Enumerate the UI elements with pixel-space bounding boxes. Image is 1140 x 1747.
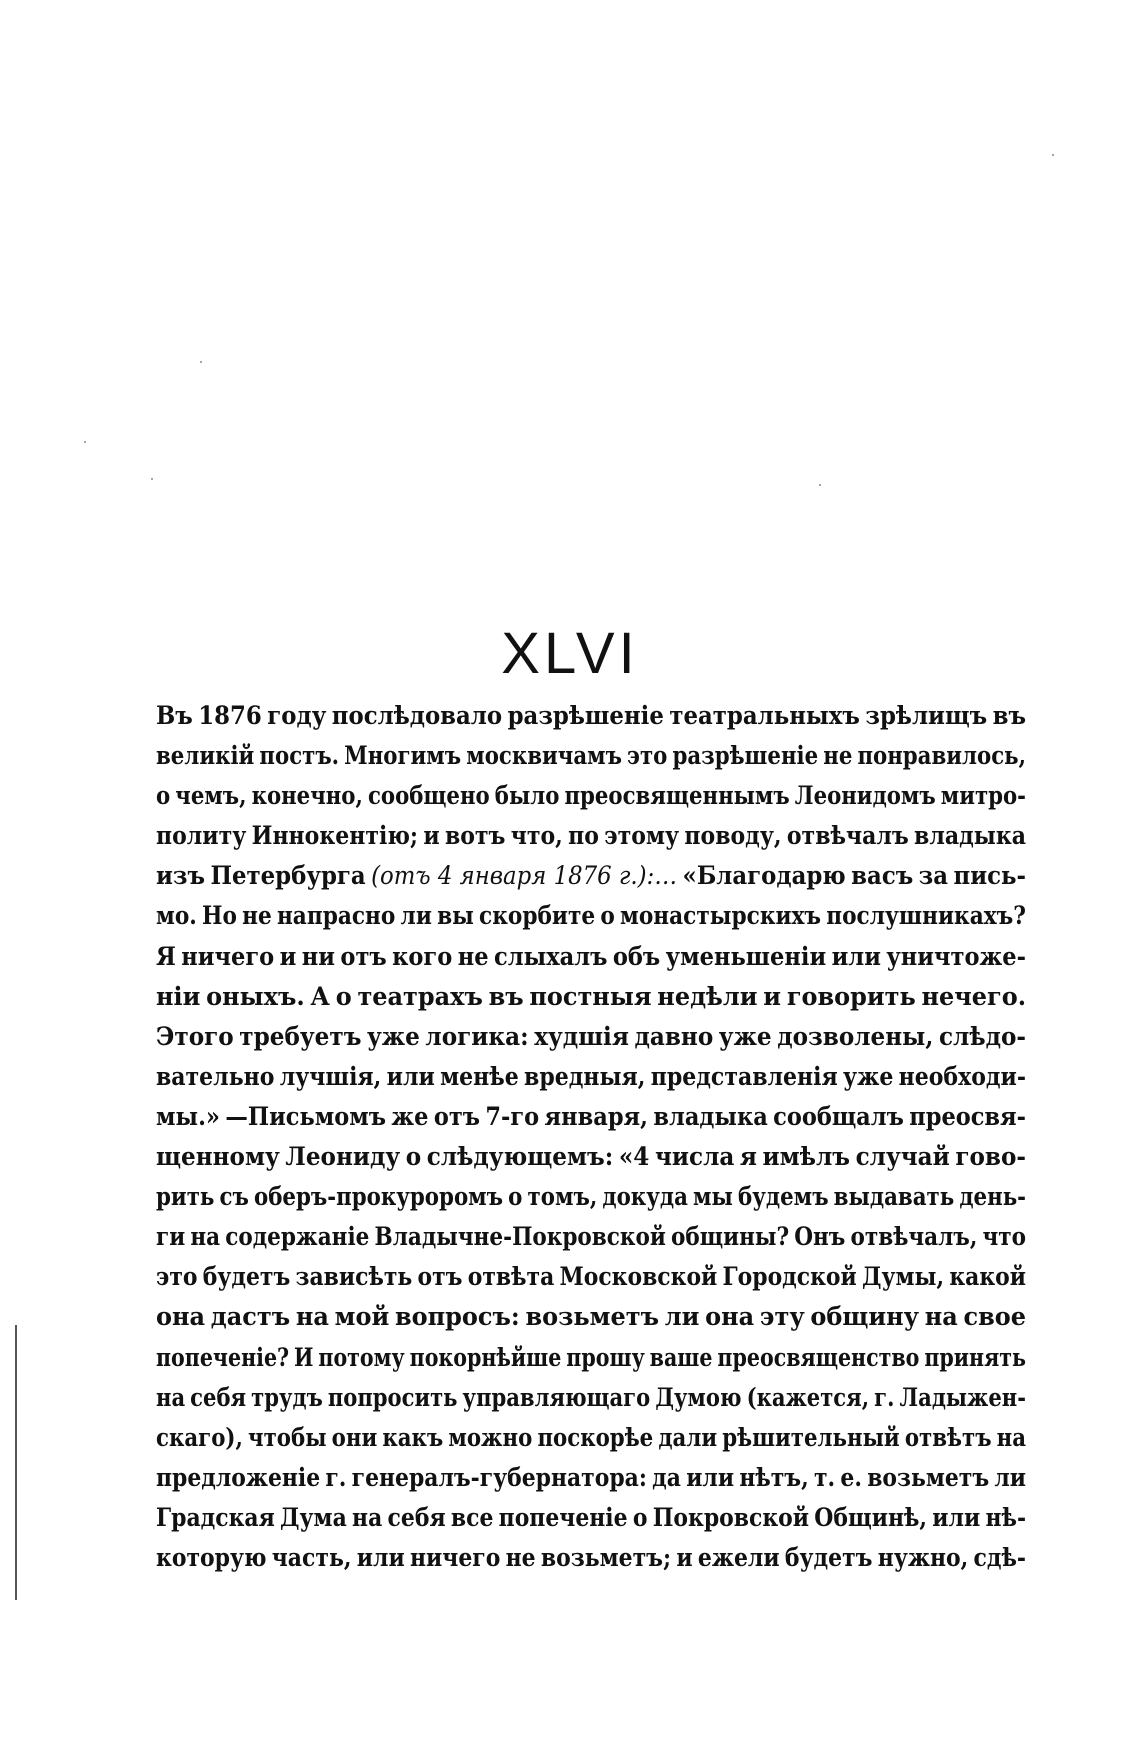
word: Леонидомъ <box>794 781 936 811</box>
word: 7-го <box>485 1101 540 1131</box>
word: или <box>932 1502 981 1532</box>
word: напрасно <box>276 901 396 931</box>
word: за <box>918 861 949 891</box>
word: съ <box>219 1182 249 1212</box>
word: эту <box>759 1302 805 1332</box>
word: какой <box>949 1262 1026 1292</box>
word: т. <box>813 1462 836 1492</box>
word: отвѣтъ <box>904 1422 992 1452</box>
word: отвѣта <box>467 1262 555 1292</box>
word: ни <box>301 941 335 971</box>
text-line <box>156 696 1026 736</box>
word: принять <box>924 1342 1027 1372</box>
text-line <box>156 1137 1026 1177</box>
word: я <box>739 1142 757 1172</box>
word: —Письмомъ <box>225 1101 387 1131</box>
word: давно <box>634 1021 714 1051</box>
word: на <box>924 1302 958 1332</box>
text-line <box>156 977 1026 1017</box>
word: театральныхъ <box>669 701 860 730</box>
word: Общинѣ, <box>814 1502 928 1532</box>
word: монастырскихъ <box>620 901 822 931</box>
word: не <box>823 741 853 771</box>
word: мы <box>693 1182 733 1212</box>
word: возьметъ; <box>540 1542 672 1572</box>
word: о <box>405 1142 422 1172</box>
word: преосвя- <box>909 1101 1027 1131</box>
text-line <box>156 1097 1026 1137</box>
margin-rule <box>15 1325 17 1600</box>
word: г. <box>325 1462 347 1492</box>
word: году <box>267 701 327 730</box>
text-line <box>156 1418 1026 1458</box>
word: Думы, <box>862 1262 945 1292</box>
word: случай <box>855 1142 950 1172</box>
word: выдавать <box>833 1182 955 1212</box>
word: нечего. <box>921 981 1027 1011</box>
word: Иннокентію; <box>251 821 419 851</box>
word: о <box>632 1502 648 1532</box>
text-line <box>156 1297 1026 1337</box>
word: 1876 <box>198 701 262 730</box>
word: Владычне-Покровской <box>374 1222 666 1252</box>
word: дали <box>658 1422 718 1452</box>
word: политу <box>156 821 247 851</box>
word: не <box>457 941 489 971</box>
word: о <box>508 1182 523 1212</box>
word: уже <box>843 1061 894 1091</box>
word: Онъ <box>794 1222 846 1252</box>
word: великій <box>156 741 255 771</box>
word: послѣдовало <box>331 701 503 730</box>
word: зависѣть <box>295 1262 413 1292</box>
word: не <box>242 901 272 931</box>
word: трудъ <box>251 1382 323 1412</box>
word: этому <box>604 821 680 851</box>
word: было <box>494 781 560 811</box>
word: на <box>996 1422 1027 1452</box>
word: владыка <box>914 821 1027 851</box>
word: говорить <box>786 981 916 1011</box>
word: скаго), <box>156 1422 243 1452</box>
word: преосвященство <box>717 1342 920 1372</box>
word: на <box>352 1502 383 1532</box>
word: А <box>310 981 330 1011</box>
word: общины? <box>671 1222 790 1252</box>
word: это <box>156 1262 198 1292</box>
word: можно <box>448 1422 533 1452</box>
print-speck <box>200 361 202 363</box>
word: Московской <box>559 1262 718 1292</box>
word: уничтоже- <box>886 941 1026 971</box>
word: москвичамъ <box>466 741 622 771</box>
word: или <box>831 941 881 971</box>
word: это <box>627 741 668 771</box>
word: разрѣшеніе <box>507 701 664 730</box>
word: «Благодарю <box>682 861 846 891</box>
word: васъ <box>851 861 914 891</box>
word: ли <box>400 901 432 931</box>
word: ничего <box>181 941 275 971</box>
word: на <box>295 1302 329 1332</box>
word: скорбите <box>479 901 596 931</box>
word: и <box>763 981 782 1011</box>
word: они <box>331 1422 378 1452</box>
word: логика: <box>425 1021 529 1051</box>
word: по <box>568 821 599 851</box>
word: день- <box>959 1182 1027 1212</box>
word: нѣтъ, <box>739 1462 809 1492</box>
word: что <box>982 1222 1027 1252</box>
word: чемъ, <box>175 781 247 811</box>
word: общину <box>810 1302 919 1332</box>
word: вредныя, <box>524 1061 646 1091</box>
word: попеченіе <box>498 1502 628 1532</box>
word: изъ <box>156 861 205 891</box>
text-line <box>156 896 1026 936</box>
word: преосвященнымъ <box>564 781 790 811</box>
word: докуда <box>602 1182 688 1212</box>
word: ли <box>664 1302 700 1332</box>
word: себя <box>387 1502 446 1532</box>
word: вотъ <box>444 821 506 851</box>
word: рѣшительный <box>722 1422 900 1452</box>
word: мы.» <box>156 1101 220 1131</box>
word: января, <box>544 1101 648 1131</box>
word: отъ <box>417 1262 463 1292</box>
word: о <box>156 781 171 811</box>
word: вопросъ: <box>395 1302 520 1332</box>
word: числа <box>654 1142 735 1172</box>
word: покорнѣйше <box>409 1342 562 1372</box>
word: о <box>335 981 352 1011</box>
text-line <box>156 1257 1026 1297</box>
word: дастъ <box>210 1302 291 1332</box>
word: ли <box>994 1462 1027 1492</box>
word: е. <box>840 1462 862 1492</box>
word: уже <box>367 1021 420 1051</box>
word: митро- <box>940 781 1026 811</box>
word: Этого <box>156 1021 234 1051</box>
word: требуетъ <box>239 1021 362 1051</box>
word: постныя <box>529 981 652 1011</box>
word: ничего <box>409 1542 501 1572</box>
word: все <box>450 1502 494 1532</box>
print-speck <box>84 441 86 443</box>
word: часть, <box>271 1542 352 1572</box>
word: да <box>652 1462 681 1492</box>
word: уже <box>718 1021 772 1051</box>
word: рить <box>156 1182 215 1212</box>
word: оберъ-прокуроромъ <box>253 1182 504 1212</box>
word: возьметъ <box>867 1462 990 1492</box>
word: отъ <box>433 1101 481 1131</box>
word: вы <box>437 901 474 931</box>
word: поводу, <box>684 821 782 851</box>
word: мой <box>334 1302 390 1332</box>
word: дозволены, <box>777 1021 934 1051</box>
word: управляющаго <box>462 1382 651 1412</box>
word: пись- <box>953 861 1026 891</box>
word: «4 <box>618 1142 650 1172</box>
word: понравилось, <box>857 741 1027 771</box>
print-speck <box>1052 154 1054 156</box>
word: лучшія, <box>279 1061 382 1091</box>
word: слыхалъ <box>493 941 608 971</box>
word: Ладыжен- <box>899 1382 1026 1412</box>
word: будемъ <box>738 1182 829 1212</box>
word: постъ. <box>259 741 340 771</box>
word: или <box>686 1462 735 1492</box>
word: свое <box>963 1302 1027 1332</box>
word: представленія <box>650 1061 838 1091</box>
word: которую <box>156 1542 267 1572</box>
word: въ <box>992 701 1027 730</box>
word: сдѣ- <box>973 1542 1027 1572</box>
print-speck <box>151 478 153 480</box>
word: возьметъ <box>525 1302 659 1332</box>
word: гово- <box>955 1142 1026 1172</box>
word: Многимъ <box>344 741 462 771</box>
word: худшія <box>534 1021 629 1051</box>
word: слѣдо- <box>938 1021 1027 1051</box>
word: послушникахъ? <box>826 901 1026 931</box>
text-line <box>156 1017 1026 1057</box>
word: недѣли <box>657 981 758 1011</box>
word: (кажется, <box>746 1382 870 1412</box>
word: И <box>294 1342 314 1372</box>
word: слѣдующемъ: <box>426 1142 614 1172</box>
word: попросить <box>327 1382 458 1412</box>
word: она <box>156 1302 206 1332</box>
word: Городской <box>722 1262 857 1292</box>
word: отъ <box>340 941 387 971</box>
word: сообщалъ <box>773 1101 904 1131</box>
word: отвѣчалъ, <box>850 1222 978 1252</box>
word: и <box>423 821 440 851</box>
word: попеченіе? <box>156 1342 290 1372</box>
text-line <box>156 1217 1026 1257</box>
word: вательно <box>156 1061 275 1091</box>
word: ежели <box>697 1542 780 1572</box>
word: же <box>391 1101 429 1131</box>
word: театрахъ <box>357 981 483 1011</box>
word: генералъ-губернатора: <box>351 1462 647 1492</box>
word: Градская <box>156 1502 275 1532</box>
text-line <box>156 1057 1026 1097</box>
word: что, <box>510 821 563 851</box>
word: она <box>705 1302 755 1332</box>
word: владыка <box>653 1101 768 1131</box>
word: ваше <box>649 1342 713 1372</box>
word: Дума <box>280 1502 347 1532</box>
word: конечно, <box>251 781 363 811</box>
word: мо. <box>156 901 197 931</box>
word: кого <box>392 941 453 971</box>
text-line <box>156 736 1026 776</box>
word: ніи <box>156 981 201 1011</box>
word: или <box>356 1542 405 1572</box>
text-line <box>156 937 1026 977</box>
text-line <box>156 1498 1026 1538</box>
word: какъ <box>382 1422 444 1452</box>
word: не <box>505 1542 536 1572</box>
word: о <box>600 901 615 931</box>
word: и <box>279 941 297 971</box>
word: имѣлъ <box>762 1142 851 1172</box>
word: Въ <box>156 701 193 730</box>
word: щенному <box>156 1142 280 1172</box>
word: Леониду <box>285 1142 401 1172</box>
word: поскорѣе <box>537 1422 654 1452</box>
word: Покровской <box>652 1502 810 1532</box>
word: объ <box>612 941 661 971</box>
word: на <box>190 1222 221 1252</box>
text-line <box>156 1338 1026 1378</box>
word: Я <box>156 941 176 971</box>
text-line <box>156 856 1026 896</box>
text-line <box>156 1458 1026 1498</box>
word: отвѣчалъ <box>786 821 909 851</box>
word: Петербурга <box>210 861 366 891</box>
word: томъ, <box>527 1182 598 1212</box>
body-text <box>156 696 1026 1578</box>
word: и <box>676 1542 693 1572</box>
word: Но <box>202 901 237 931</box>
text-line <box>156 816 1026 856</box>
chapter-heading: XLVI <box>501 620 639 686</box>
italic-citation: (отъ 4 января 1876 г.):… <box>371 861 678 891</box>
text-line <box>156 1177 1026 1217</box>
word: нѣ- <box>985 1502 1027 1532</box>
text-line <box>156 776 1026 816</box>
text-line <box>156 1378 1026 1418</box>
word: уменьшеніи <box>665 941 827 971</box>
word: будетъ <box>202 1262 291 1292</box>
word: зрѣлищъ <box>865 701 988 730</box>
word: прошу <box>566 1342 645 1372</box>
word: сообщено <box>367 781 490 811</box>
word: будетъ <box>784 1542 873 1572</box>
word: оныхъ. <box>206 981 305 1011</box>
word: или <box>386 1061 435 1091</box>
word: потому <box>318 1342 405 1372</box>
word: содержаніе <box>225 1222 370 1252</box>
word: менѣе <box>440 1061 519 1091</box>
print-speck <box>819 484 821 486</box>
word: г. <box>874 1382 895 1412</box>
word: ги <box>156 1222 186 1252</box>
word: въ <box>488 981 524 1011</box>
word: необходи- <box>898 1061 1026 1091</box>
word: разрѣшеніе <box>672 741 819 771</box>
word: нужно, <box>877 1542 969 1572</box>
text-line <box>156 1538 1026 1578</box>
word: чтобы <box>248 1422 327 1452</box>
word: себя <box>190 1382 247 1412</box>
word: на <box>156 1382 186 1412</box>
word: предложеніе <box>156 1462 321 1492</box>
word: Думою <box>655 1382 742 1412</box>
